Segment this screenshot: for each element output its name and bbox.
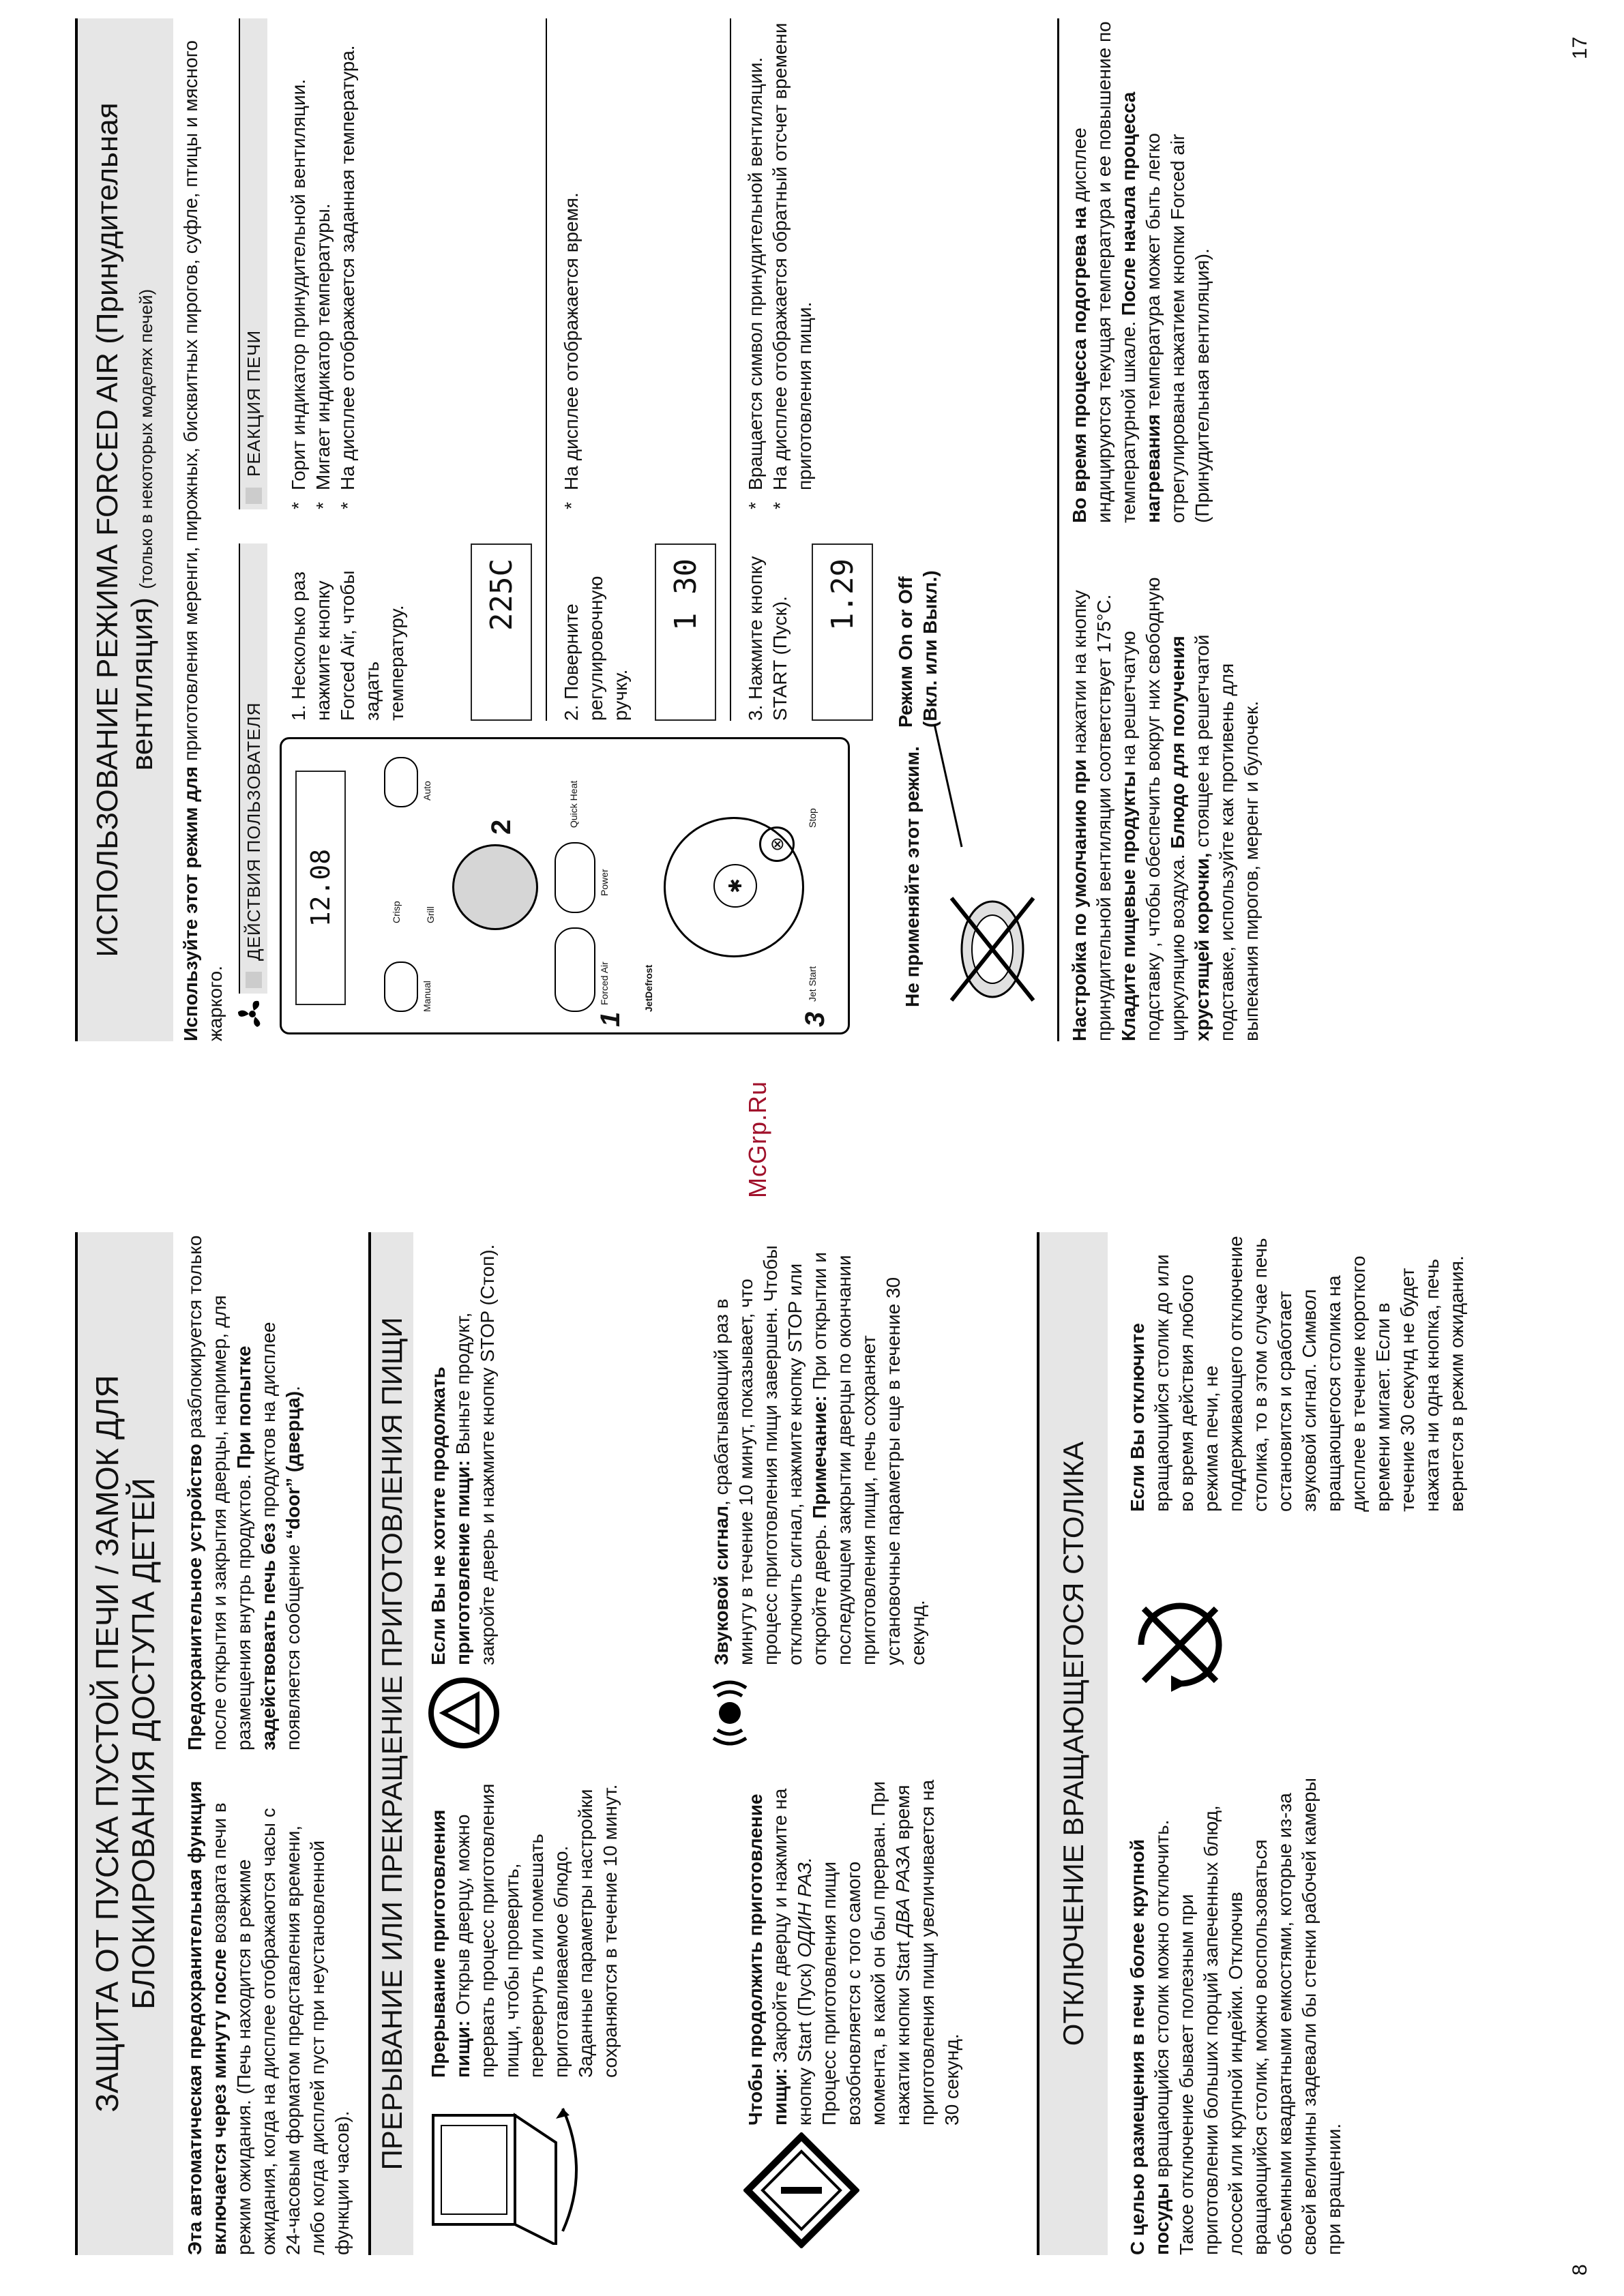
crisp-label: Crisp <box>391 901 402 923</box>
step-divider-1 <box>546 18 547 721</box>
turntable-title: ОТКЛЮЧЕНИЕ ВРАЩАЮЩЕГОСЯ СТОЛИКА <box>1057 1441 1089 2046</box>
beep-icon <box>709 1675 750 1750</box>
stop-label: Stop <box>807 808 818 828</box>
interrupt-header <box>368 1232 413 2255</box>
resume-twice: ДВА РАЗА <box>892 1845 913 1937</box>
page-number-left: 8 <box>1569 2264 1591 2276</box>
col-header-oven-label: РЕАКЦИЯ ПЕЧИ <box>243 329 264 477</box>
col-header-oven <box>239 18 267 509</box>
preheat-text: дисплее индицируются текущая температура и ее повышение по температурной шкале. <box>1069 21 1139 523</box>
col-header-user-marker <box>246 972 262 988</box>
power-button[interactable] <box>555 842 595 913</box>
default-bold: Настройка по умолчанию при <box>1069 759 1090 1041</box>
stop-block <box>426 1242 500 1665</box>
beep-text: , срабатывающий раз в минуту в течение 10 минут, показывает, что процесс приготовления пищи завершен. Чтобы отключить сигнал, нажмите кнопку STOP или откройте дверь. <box>711 1245 830 1665</box>
watermark: McGrp.Ru <box>743 1080 771 1198</box>
child-lock-col2 <box>183 1232 306 1750</box>
step-3-text: 3. Нажмите кнопку START (Пуск). <box>745 556 791 721</box>
stop-bold: Если Вы не хотите продолжать приготовление пищи: <box>428 1367 473 1665</box>
col-header-user-label: ДЕЙСТВИЯ ПОЛЬЗОВАТЕЛЯ <box>243 702 264 961</box>
empty-oven-bold: При попытке задействовать печь без <box>233 1345 279 1750</box>
note-bold: Примечание: <box>809 1395 830 1519</box>
step-3-reaction-item: * На дисплее отображается обратный отсчет времени приготовления пищи. <box>768 18 817 509</box>
onoff-line-2: (Вкл. или Выкл.) <box>919 570 941 728</box>
step-1-reaction-item: * На дисплее отображается заданная температура. <box>336 18 360 509</box>
power-knob[interactable] <box>452 844 538 930</box>
turntable-text: вращающийся столик можно отключить. Такое отключение бывает полезным при приготовлении больших порций запеченных блюд, лососей или крупной индейки. Отключив вращающийся столик, можно воспользоваться объемными квадратными емкостями, которые из-за своей величины задевали бы стенки рабочей камеры при вращении. <box>1151 1778 1344 2255</box>
pause-bold: Прерывание приготовления пищи: <box>428 1809 473 2078</box>
place-bold: Кладите пищевые продукты <box>1118 771 1139 1041</box>
step-3-reaction-item: * Вращается символ принудительной вентиляции. <box>743 18 768 509</box>
forced-air-intro <box>179 18 228 1041</box>
step-2-reaction-list <box>559 18 584 509</box>
step-1-reaction-item: * Горит индикатор принудительной вентиляции. <box>286 18 311 509</box>
step-1-text: 1. Несколько раз нажмите кнопку Forced Air, чтобы задать температуру. <box>288 570 407 721</box>
not-use-text: Не применяйте этот режим. <box>902 746 923 1007</box>
open-door-oven-illustration <box>426 2095 583 2245</box>
pause-text: Открыв дверцу, можно прервать процесс приготовления пищи, чтобы проверить, перевернуть или помешать приготавливаемое блюдо. Заданные параметры настройки сохраняются в течение 10 минут. <box>452 1783 621 2078</box>
turntable-off-text: вращающийся столик до или во время действия любого режима печи, не поддерживающего отключение столика, то в этом случае печь остановится и сработает звуковой сигнал. Символ вращающегося столика на дисплее в течение короткого времени мигает. Если в течение 30 секунд не будет нажата ни одна кнопка, печь вернется в режим ожидания. <box>1151 1236 1467 1512</box>
step-2-display-value: 1 30 <box>668 558 703 631</box>
manual-label: Manual <box>422 981 432 1012</box>
crust-bold: Блюдо для получения хрустящей корочки, <box>1167 636 1213 1041</box>
default-text: нажатии на кнопку принудительной вентиляции соответствует 175°C. <box>1069 590 1114 1041</box>
step-3-reaction-list <box>743 18 817 509</box>
after-bold: После начала процесса нагревания <box>1118 91 1164 523</box>
onoff-line-1: Режим On or Off <box>895 576 916 728</box>
pause-block <box>426 1778 623 2078</box>
step-1-display-value: 225C <box>484 558 519 631</box>
stop-icon <box>426 1675 501 1750</box>
step-2 <box>559 543 633 721</box>
forced-air-title-2-line <box>126 289 160 771</box>
step-1-reaction-list <box>286 18 360 509</box>
beep-block <box>709 1242 930 1665</box>
quick-heat-label: Quick Heat <box>568 780 579 828</box>
forced-air-intro-text: приготовления меренги, пирожных, бисквитных пирогов, суфле, птицы и мясного жаркого. <box>180 40 226 1041</box>
safety-device-bold: Предохранительное устройство <box>184 1444 205 1750</box>
fan-icon <box>235 997 269 1031</box>
after-text: температура может быть легко отрегулирована нажатием кнопки Forced air (Принудительная вентиляция). <box>1142 133 1213 523</box>
forced-air-title-2: вентиляция) <box>126 597 159 771</box>
jet-start-label: Jet Start <box>807 966 818 1002</box>
child-lock-col1 <box>183 1778 355 2255</box>
jet-dial-center: ✱ <box>713 864 757 908</box>
child-lock-title-1: ЗАЩИТА ОТ ПУСКА ПУСТОЙ ПЕЧИ / ЗАМОК ДЛЯ <box>89 1375 126 2113</box>
resume-text-2: Процесс приготовления пищи возобновляется с того самого момента, в какой он был прерван. При нажатии кнопки Start <box>818 1781 913 2126</box>
auto-button[interactable] <box>384 757 418 807</box>
step-1 <box>286 543 409 721</box>
child-lock-title-2: БЛОКИРОВАНИЯ ДОСТУПА ДЕТЕЙ <box>126 1478 161 2010</box>
place-text: на решетчатую подставку , чтобы обеспечить вокруг них свободную циркуляцию воздуха. <box>1118 577 1188 1041</box>
turntable-off-bold: Если Вы отключите <box>1127 1323 1148 1512</box>
no-dish-icon <box>945 888 1040 1011</box>
preheat-bold: Во время процесса подогрева на <box>1069 207 1090 523</box>
step-3-display-value: 1.29 <box>825 558 860 631</box>
step-divider-2 <box>730 18 731 721</box>
step-1-display <box>471 543 532 721</box>
stop-button[interactable]: ⊗ <box>759 826 795 862</box>
forced-air-label: Forced Air <box>599 961 610 1005</box>
step-1-reaction <box>286 18 360 509</box>
grill-label: Grill <box>425 906 436 923</box>
safety-device-text: разблокируется только после открытия и закрытия дверцы, например, для размещения внутрь продуктов. <box>184 1235 254 1750</box>
col-header-oven-marker <box>246 488 262 504</box>
forced-air-title-small: (только в некоторых моделях печей) <box>136 288 156 589</box>
turntable-header <box>1037 1232 1108 2255</box>
child-lock-header <box>75 1232 173 2255</box>
start-icon <box>743 2132 859 2248</box>
resume-block <box>743 1778 964 2126</box>
step-2-display <box>655 543 716 721</box>
crust-text: стоящее на решетчатой подставке, используйте как противень для выпекания пирогов, меренг и булочек. <box>1192 634 1262 1041</box>
step-3-display <box>812 543 873 721</box>
panel-step-2: 2 <box>486 819 516 835</box>
auto-label: Auto <box>422 781 432 801</box>
jetdefrost-label: JetDefrost <box>643 964 654 1012</box>
col-header-user <box>239 543 267 994</box>
onoff-callout <box>894 455 943 728</box>
resume-once: ОДИН РАЗ. <box>794 1857 815 1958</box>
turntable-col1 <box>1125 1764 1346 2255</box>
door-message: “door” (дверца) <box>282 1390 304 1540</box>
step-2-text: 2. Поверните регулировочную ручку. <box>561 576 631 721</box>
turntable-off-icon <box>1129 1594 1231 1696</box>
panel-step-3: 3 <box>800 1011 830 1027</box>
turntable-col2 <box>1125 1232 1469 1512</box>
resume-text-3: время приготовления пищи увеличивается на 30 секунд. <box>892 1779 962 2126</box>
panel-step-1: 1 <box>595 1011 625 1027</box>
onoff-pointer <box>928 721 969 850</box>
step-3-reaction <box>743 18 817 509</box>
forced-air-col2 <box>1067 18 1215 523</box>
door-message-end: . <box>282 1386 304 1391</box>
turntable-bold: С целью размещения в печи более крупной посуды <box>1127 1839 1172 2255</box>
forced-air-button[interactable] <box>555 927 595 1012</box>
power-label: Power <box>599 869 610 896</box>
forced-air-intro-bold: Используйте этот режим для <box>180 766 201 1041</box>
forced-air-header <box>75 18 173 1041</box>
child-lock-text: возврата печи в режим ожидания. (Печь находится в режиме ожидания, когда на дисплее отображаются часы с 24-часовым форматом представления времени, либо когда дисплей пуст при неустановленной функции часов). <box>209 1802 353 2255</box>
manual-button[interactable] <box>384 961 418 1012</box>
control-panel <box>280 737 850 1034</box>
panel-display-time: 12.08 <box>306 848 336 927</box>
empty-oven-text: продуктов на дисплее появляется сообщение <box>258 1322 304 1750</box>
forced-air-divider <box>1057 18 1059 1041</box>
stop-text: Выньте продукт, закройте дверь и нажмите кнопку STOP (Стоп). <box>452 1244 498 1665</box>
child-lock-bold: Эта автоматическая предохранительная функция включается через минуту после <box>184 1780 230 2255</box>
step-3 <box>743 543 793 721</box>
interrupt-title: ПРЕРЫВАНИЕ ИЛИ ПРЕКРАЩЕНИЕ ПРИГОТОВЛЕНИЯ ПИЩИ <box>375 1317 408 2171</box>
resume-text-1: Закройте дверцу и нажмите на кнопку Start (Пуск) <box>769 1788 815 2126</box>
forced-air-title-1: ИСПОЛЬЗОВАНИЕ РЕЖИМА FORCED AIR (Принудительная <box>91 102 125 957</box>
step-1-reaction-item: * Мигает индикатор температуры. <box>311 18 336 509</box>
beep-bold: Звуковой сигнал <box>711 1505 732 1665</box>
panel-display <box>295 771 346 1005</box>
note-text: При открытии и последующем закрытии дверцы по окончании приготовления пищи, печь сохраняет установочные параметры еще в течение 30 секунд. <box>809 1252 928 1665</box>
resume-bold: Чтобы продолжить приготовление пищи: <box>745 1793 791 2126</box>
step-2-reaction-item: * На дисплее отображается время. <box>559 18 584 509</box>
page-number-right: 17 <box>1569 36 1591 59</box>
step-2-reaction <box>559 18 584 509</box>
forced-air-col1 <box>1067 564 1264 1041</box>
